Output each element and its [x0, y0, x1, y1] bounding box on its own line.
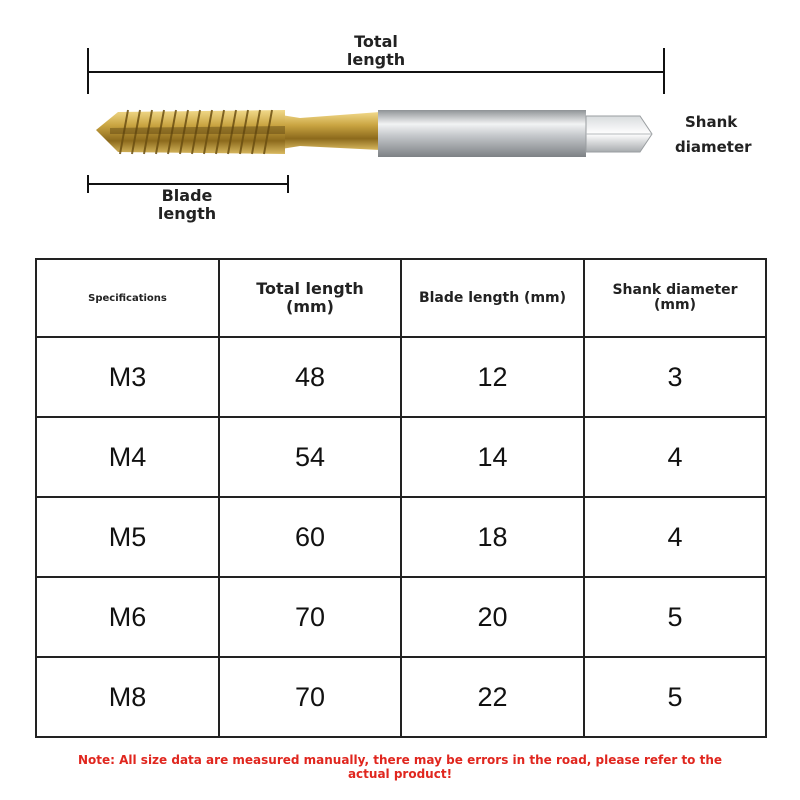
cell-specification: M6	[36, 577, 219, 657]
cell-shank-diameter: 4	[584, 417, 766, 497]
table-row	[36, 657, 766, 737]
table-header-row	[36, 259, 766, 337]
cell-total-length: 70	[219, 657, 401, 737]
header-total-length: Total length (mm)	[219, 259, 401, 337]
tap-diagram	[0, 0, 800, 240]
table-row	[36, 337, 766, 417]
cell-total-length: 70	[219, 577, 401, 657]
cell-blade-length: 14	[401, 417, 584, 497]
cell-blade-length: 22	[401, 657, 584, 737]
header-shank-diameter: Shank diameter (mm)	[584, 259, 766, 337]
cell-shank-diameter: 3	[584, 337, 766, 417]
cell-shank-diameter: 5	[584, 657, 766, 737]
total-length-label: Total length	[346, 32, 406, 69]
cell-total-length: 48	[219, 337, 401, 417]
cell-specification: M8	[36, 657, 219, 737]
cell-shank-diameter: 4	[584, 497, 766, 577]
shank-diameter-label: Shank diameter	[675, 113, 752, 156]
specifications-table	[35, 258, 767, 738]
cell-blade-length: 12	[401, 337, 584, 417]
cell-blade-length: 18	[401, 497, 584, 577]
cell-shank-diameter: 5	[584, 577, 766, 657]
cell-blade-length: 20	[401, 577, 584, 657]
tap-body	[96, 110, 652, 157]
cell-total-length: 60	[219, 497, 401, 577]
blade-length-label: Blade length	[157, 186, 217, 223]
table-row	[36, 417, 766, 497]
table-row	[36, 497, 766, 577]
cell-specification: M4	[36, 417, 219, 497]
header-blade-length: Blade length (mm)	[401, 259, 584, 337]
header-specifications: Specifications	[36, 259, 219, 337]
measurement-note: Note: All size data are measured manually, there may be errors in the road, please refer to the actual product!	[77, 753, 723, 781]
cell-specification: M5	[36, 497, 219, 577]
table-row	[36, 577, 766, 657]
cell-specification: M3	[36, 337, 219, 417]
cell-total-length: 54	[219, 417, 401, 497]
